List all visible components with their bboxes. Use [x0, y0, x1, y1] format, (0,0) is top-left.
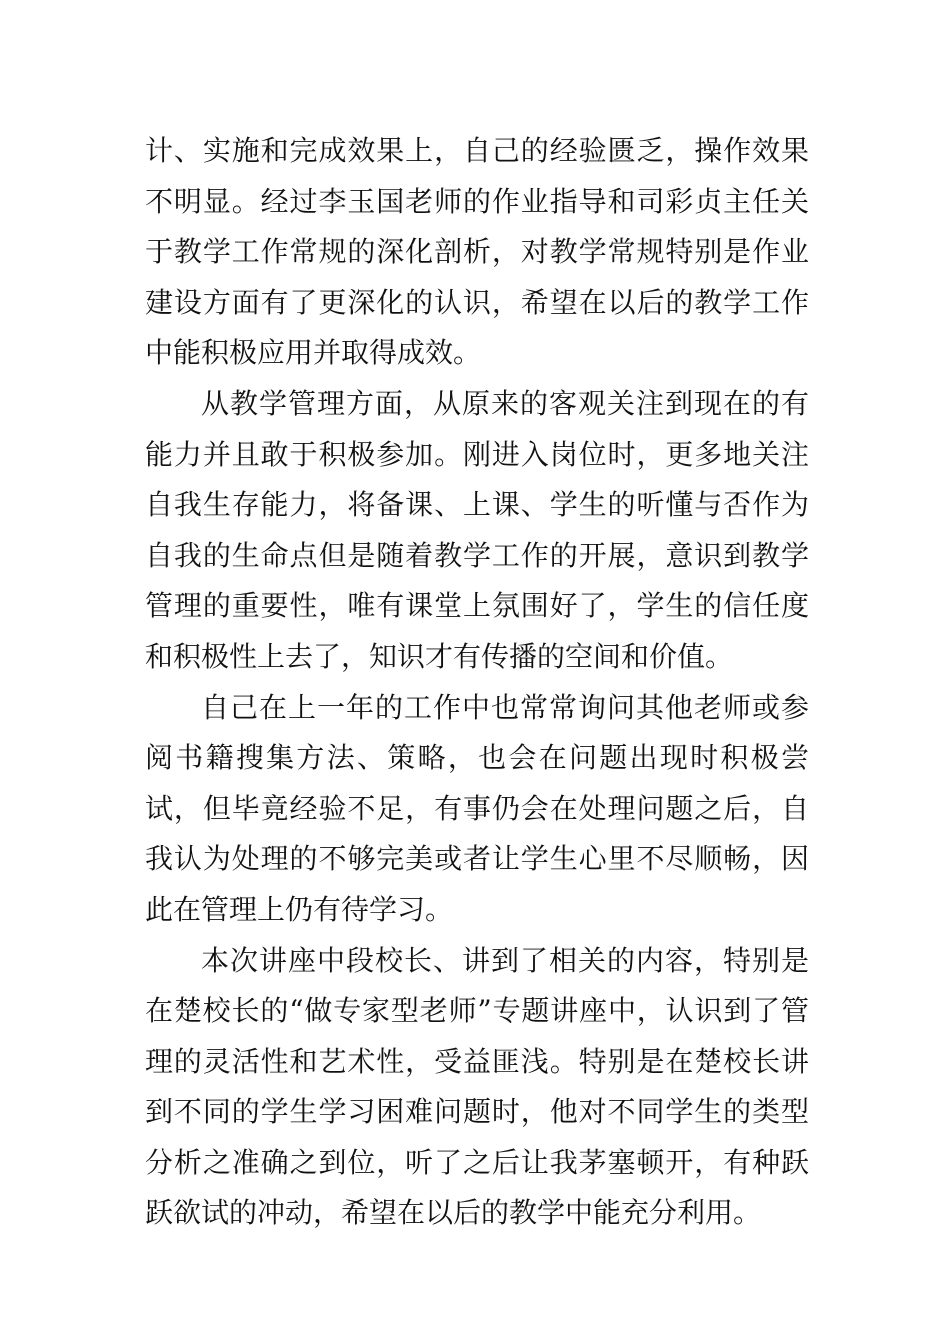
paragraph-1: 计、实施和完成效果上，自己的经验匮乏，操作效果不明显。经过李玉国老师的作业指导和司彩贞主任关于教学工作常规的深化剖析，对教学常规特别是作业建设方面有了更深化的认识，希望在以后的教学工作中能积极应用并取得成效。 [145, 134, 809, 370]
paragraph-2: 从教学管理方面，从原来的客观关注到现在的有能力并且敢于积极参加。刚进入岗位时，更多地关注自我生存能力，将备课、上课、学生的听懂与否作为自我的生命点但是随着教学工作的开展，意识到教学管理的重要性，唯有课堂上氛围好了，学生的信任度和积极性上去了，知识才有传播的空间和价值。 [145, 386, 809, 673]
paragraph-4: 本次讲座中段校长、讲到了相关的内容，特别是在楚校长的“做专家型老师”专题讲座中，认识到了管理的灵活性和艺术性，受益匪浅。特别是在楚校长讲到不同的学生学习困难问题时，他对不同学生的类型分析之准确之到位，听了之后让我茅塞顿开，有种跃跃欲试的冲动，希望在以后的教学中能充分利用。 [145, 943, 809, 1230]
document-body [145, 126, 809, 1239]
paragraph-3: 自己在上一年的工作中也常常询问其他老师或参阅书籍搜集方法、策略，也会在问题出现时积极尝试，但毕竟经验不足，有事仍会在处理问题之后，自我认为处理的不够完美或者让学生心里不尽顺畅，因此在管理上仍有待学习。 [145, 690, 809, 926]
